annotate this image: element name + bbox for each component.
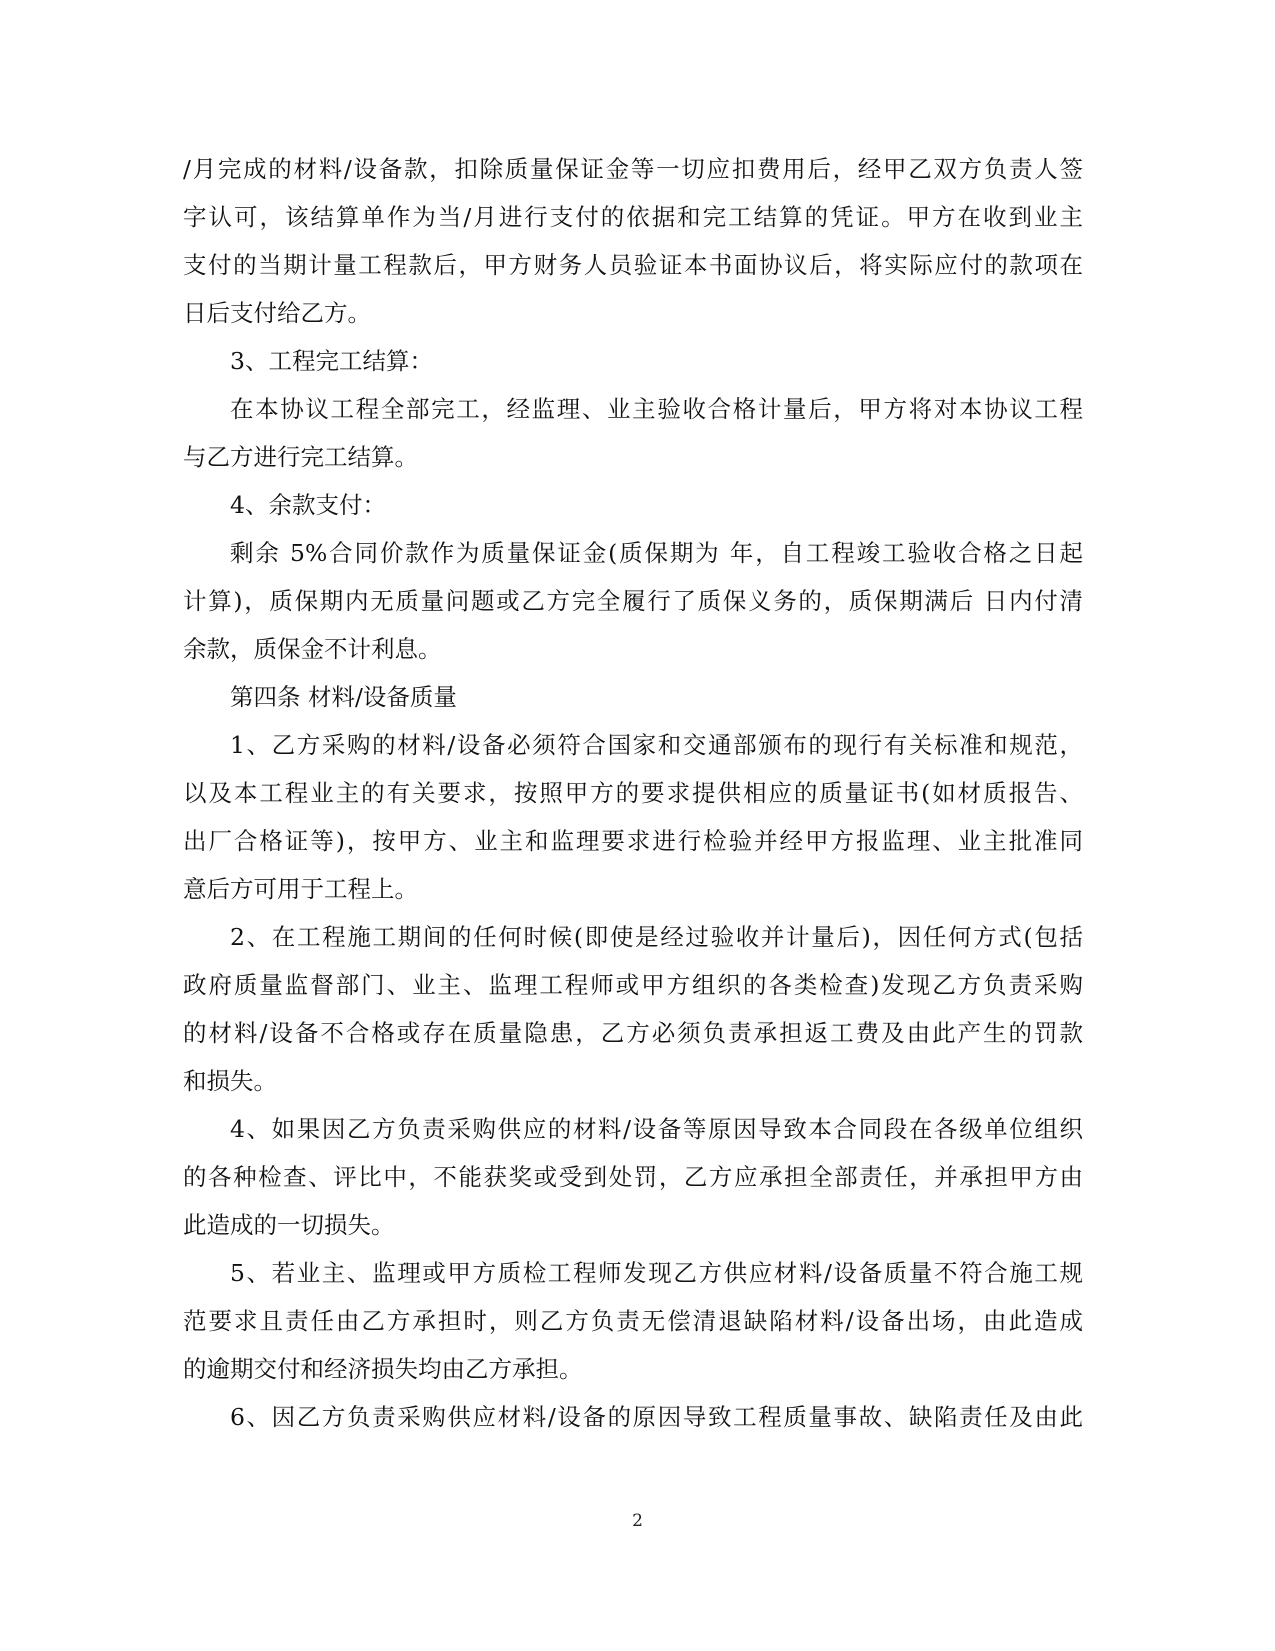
text-line: 计算)，质保期内无质量问题或乙方完全履行了质保义务的，质保期满后 日内付清 — [183, 587, 1083, 615]
text-line: 1、乙方采购的材料/设备必须符合国家和交通部颁布的现行有关标准和规范， — [230, 731, 1083, 759]
article-heading: 第四条 材料/设备质量 — [230, 683, 457, 711]
text-line: 的各种检查、评比中，不能获奖或受到处罚，乙方应承担全部责任，并承担甲方由 — [183, 1163, 1083, 1191]
text-line: 在本协议工程全部完工，经监理、业主验收合格计量后，甲方将对本协议工程 — [230, 395, 1083, 423]
text-line: 4、如果因乙方负责采购供应的材料/设备等原因导致本合同段在各级单位组织 — [230, 1115, 1083, 1143]
text-line: 6、因乙方负责采购供应材料/设备的原因导致工程质量事故、缺陷责任及由此 — [230, 1403, 1083, 1431]
text-line: 5、若业主、监理或甲方质检工程师发现乙方供应材料/设备质量不符合施工规 — [230, 1259, 1083, 1287]
section-heading: 4、余款支付： — [230, 491, 386, 519]
text-line: 和损失。 — [183, 1067, 277, 1095]
text-line: 余款，质保金不计利息。 — [183, 635, 442, 663]
text-line: 字认可，该结算单作为当/月进行支付的依据和完工结算的凭证。甲方在收到业主 — [183, 203, 1083, 231]
text-line: 以及本工程业主的有关要求，按照甲方的要求提供相应的质量证书(如材质报告、 — [183, 779, 1083, 807]
text-line: 意后方可用于工程上。 — [183, 875, 418, 903]
text-line: 剩余 5%合同价款作为质量保证金(质保期为 年，自工程竣工验收合格之日起 — [230, 539, 1083, 567]
text-line: 范要求且责任由乙方承担时，则乙方负责无偿清退缺陷材料/设备出场，由此造成 — [183, 1307, 1083, 1335]
section-heading: 3、工程完工结算： — [230, 347, 433, 375]
text-line: 的材料/设备不合格或存在质量隐患，乙方必须负责承担返工费及由此产生的罚款 — [183, 1019, 1083, 1047]
text-line: 日后支付给乙方。 — [183, 299, 371, 327]
text-line: 政府质量监督部门、业主、监理工程师或甲方组织的各类检查)发现乙方负责采购 — [183, 971, 1083, 999]
text-line: 2、在工程施工期间的任何时候(即使是经过验收并计量后)，因任何方式(包括 — [230, 923, 1083, 951]
document-body — [183, 145, 1083, 1441]
text-line: 出厂合格证等)，按甲方、业主和监理要求进行检验并经甲方报监理、业主批准同 — [183, 827, 1083, 855]
page-number: 2 — [632, 1511, 643, 1531]
text-line: 与乙方进行完工结算。 — [183, 443, 418, 471]
text-line: 此造成的一切损失。 — [183, 1211, 395, 1239]
text-line: /月完成的材料/设备款，扣除质量保证金等一切应扣费用后，经甲乙双方负责人签 — [183, 155, 1083, 183]
text-line: 支付的当期计量工程款后，甲方财务人员验证本书面协议后，将实际应付的款项在 — [183, 251, 1083, 279]
text-line: 的逾期交付和经济损失均由乙方承担。 — [183, 1355, 583, 1383]
